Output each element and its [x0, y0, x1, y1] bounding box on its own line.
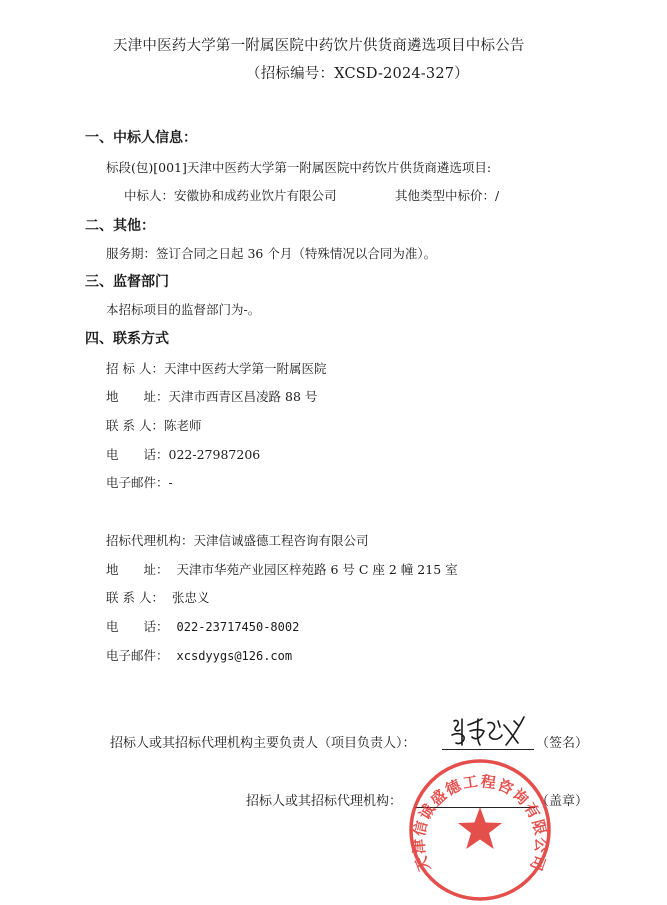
agency-person-label: 联 系 人： — [106, 590, 164, 605]
agency-email-row — [106, 646, 292, 664]
agency-phone-row — [106, 617, 299, 635]
seal-text: 天津信诚盛德工程咨询有限公司 — [409, 772, 551, 875]
lot-info: 标段(包)[001]天津中医药大学第一附属医院中药饮片供货商遴选项目: — [106, 160, 492, 175]
section-heading-winner: 一、中标人信息： — [85, 130, 197, 146]
agency-phone-value: 022-23717450-8002 — [176, 620, 300, 634]
agency-email-label: 电子邮件： — [106, 648, 169, 663]
agency-address-value: 天津市华苑产业园区梓苑路 6 号 C 座 2 幢 215 室 — [176, 562, 458, 577]
agency-person-row — [106, 588, 209, 606]
tenderer-person-label: 联 系 人： — [106, 418, 164, 433]
agency-label: 招标人或其招标代理机构： — [246, 794, 403, 809]
winner-label: 中标人： — [124, 188, 175, 203]
tenderer-phone-label: 电 话： — [106, 447, 169, 462]
service-period: 服务期：签订合同之日起 36 个月（特殊情况以合同为准）。 — [106, 246, 437, 261]
agency-org-row — [106, 531, 369, 549]
tenderer-phone-row — [106, 445, 260, 463]
tenderer-email-label: 电子邮件： — [106, 475, 169, 490]
sign-note: （签名） — [536, 736, 589, 751]
tenderer-org-label: 招 标 人： — [106, 361, 164, 376]
tenderer-address-label: 地 址： — [106, 389, 169, 404]
document-title: 天津中医药大学第一附属医院中药饮片供货商遴选项目中标公告 — [113, 38, 525, 54]
seal-note: （盖章） — [536, 794, 589, 809]
other-price: 其他类型中标价：/ — [395, 188, 500, 203]
bid-number: （招标编号：XCSD-2024-327） — [246, 66, 469, 82]
section-heading-contact: 四、联系方式 — [85, 331, 169, 347]
tenderer-address-row — [106, 387, 317, 405]
responsible-label: 招标人或其招标代理机构主要负责人（项目负责人）： — [110, 736, 416, 751]
tenderer-org-row — [106, 359, 326, 377]
winner-name: 安徽协和成药业饮片有限公司 — [174, 188, 337, 203]
tenderer-phone-value: 022-27987206 — [168, 447, 261, 462]
agency-phone-label: 电 话： — [106, 619, 169, 634]
tenderer-person-row — [106, 416, 201, 434]
tenderer-address-value: 天津市西青区昌凌路 88 号 — [168, 389, 318, 404]
handwritten-signature — [448, 715, 538, 749]
agency-address-row — [106, 560, 458, 578]
section-heading-other: 二、其他： — [85, 218, 155, 234]
agency-person-value: 张忠义 — [171, 590, 210, 605]
tenderer-email-row — [106, 473, 173, 491]
winner-row — [124, 186, 337, 204]
agency-org-label: 招标代理机构： — [106, 533, 194, 548]
supervision-text: 本招标项目的监督部门为-。 — [106, 302, 261, 317]
official-seal — [405, 755, 555, 905]
tenderer-person-value: 陈老师 — [163, 418, 202, 433]
agency-email-value: xcsdyygs@126.com — [176, 649, 293, 663]
section-heading-supervision: 三、监督部门 — [85, 274, 169, 290]
tenderer-email-value: - — [168, 475, 173, 490]
seal-star-icon — [458, 807, 502, 849]
agency-org-value: 天津信诚盛德工程咨询有限公司 — [193, 533, 369, 548]
agency-address-label: 地 址： — [106, 562, 169, 577]
tenderer-org-value: 天津中医药大学第一附属医院 — [163, 361, 327, 376]
signature-line — [442, 749, 534, 750]
